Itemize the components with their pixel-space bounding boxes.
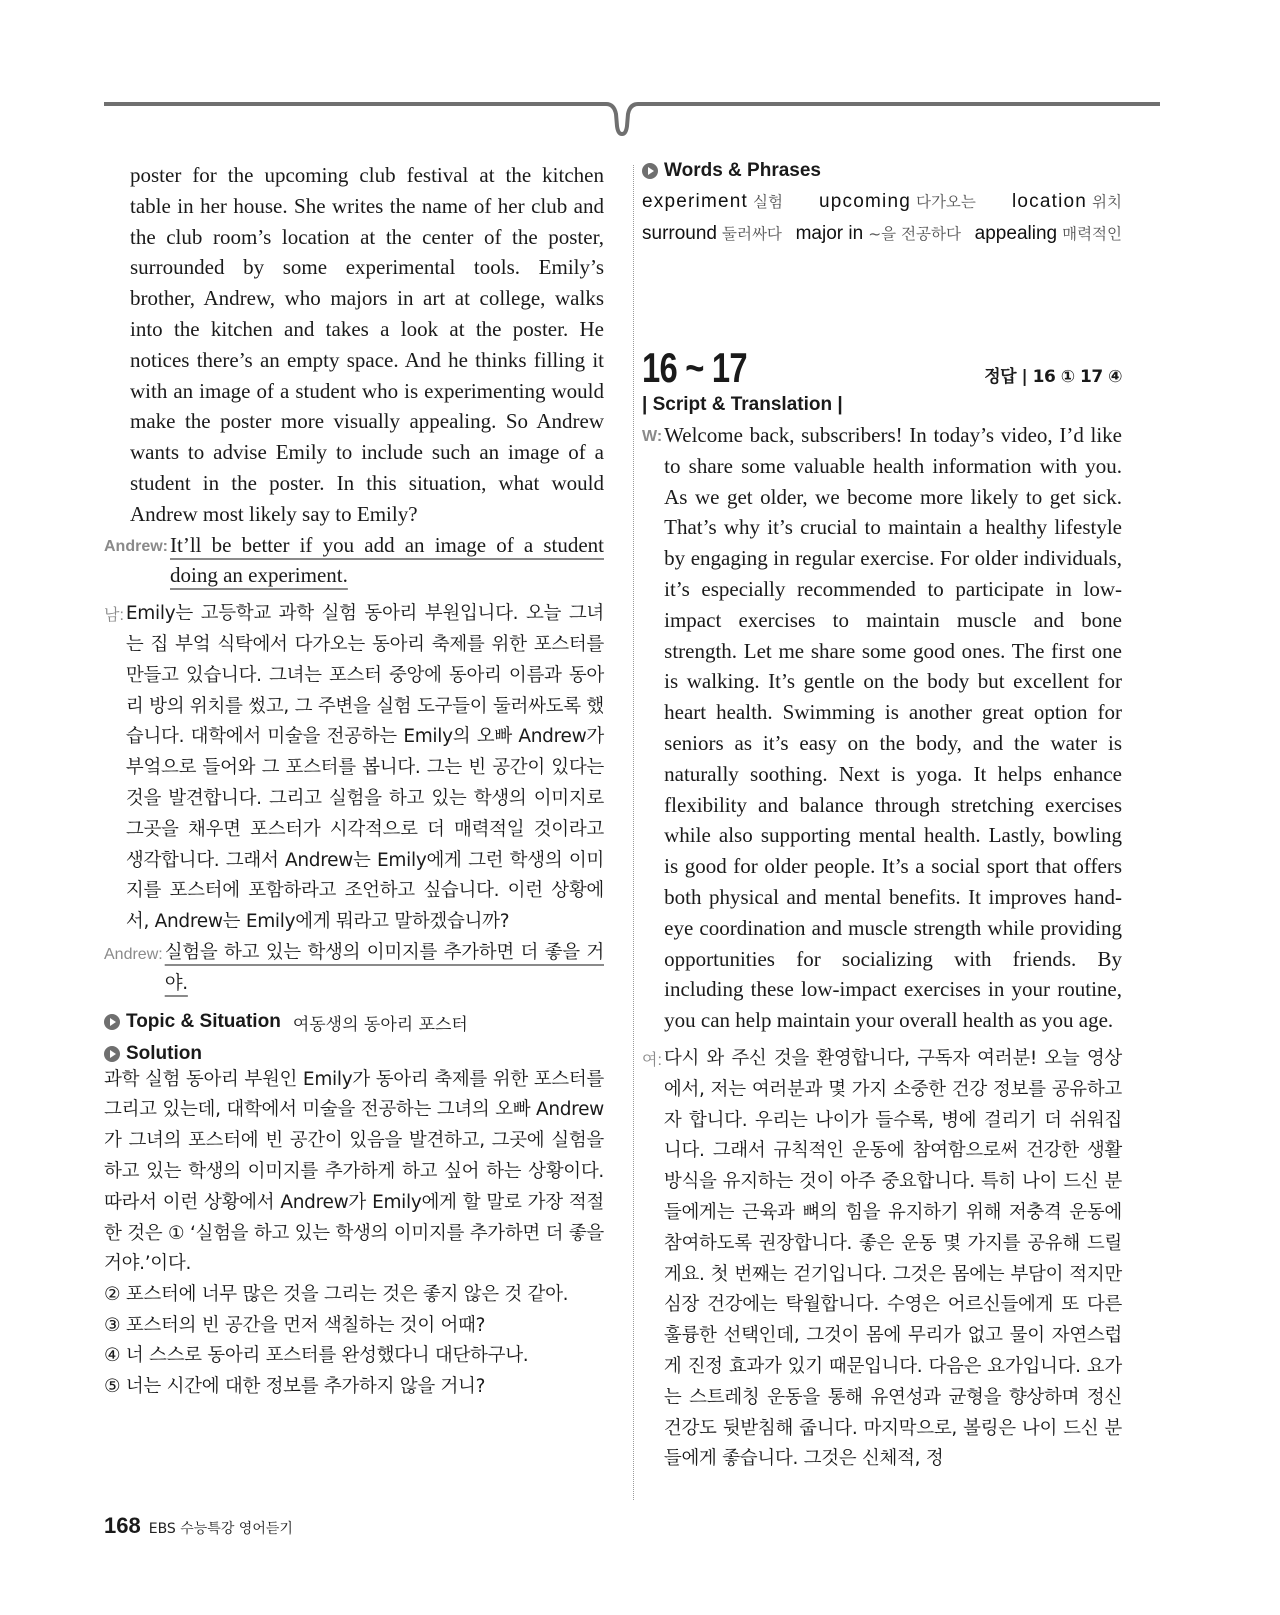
translation-korean [104,599,604,938]
play-bullet-icon [642,163,658,179]
page-footer [104,1513,293,1539]
play-bullet-icon [104,1046,120,1062]
vocab-item: appealing 매력적인 [974,223,1122,244]
answer-text: It’ll be better if you add an image of a student doing an experiment. [170,532,604,588]
script-english-text: Welcome back, subscribers! In today’s video, I’d like to share some valuable health information with you. As we get older, we become more likely to get sick. That’s why it’s crucial to maintain a healthy lifestyle by engaging in regular exercise. For older individuals, it’s especially recommended to participate in low-impact exercises to maintain muscle and bone strength. Let me share some good ones. The first one is walking. It’s gentle on the body but excellent for heart health. Swimming is another great option for seniors as it’s easy on the body, and the water is naturally soothing. Next is yoga. It helps enhance flexibility and balance through stretching exercises while also supporting mental health. Lastly, bowling is good for older people. It’s a social sport that offers both physical and mental benefits. It improves hand-eye coordination and muscle strength while providing opportunities for socializing with friends. By including these low-impact exercises in your routine, you can help maintain your overall health as you age. [664,423,1122,1033]
left-column [104,160,604,1402]
words-phrases-label: Words & Phrases [664,160,821,181]
choice-4: ④ 너 스스로 동아리 포스터를 완성했다니 대단하구나. [104,1345,529,1367]
vocab-row-1 [642,186,1122,218]
script-translation-label: | Script & Translation | [642,394,843,415]
column-divider [633,165,634,1500]
topic-label: Topic & Situation [126,1011,281,1033]
solution-heading [104,1043,604,1065]
translation-text: Emily는 고등학교 과학 실험 동아리 부원입니다. 오늘 그녀는 집 부엌 식탁에서 다가오는 동아리 축제를 위한 포스터를 만들고 있습니다. 그녀는 포스터 중앙에 동아리 이름과 동아리 방의 위치를 썼고, 그 주변을 실험 도구들이 둘러싸도록 했습니다. 대학에서 미술을 전공하는 Emily의 오빠 Andrew가 부엌으로 들어와 그 포스터를 봅니다. 그는 빈 공간이 있다는 것을 발견합니다. 그리고 실험을 하고 있는 학생의 이미지로 그곳을 채우면 포스터가 시각적으로 더 매력적일 것이라고 생각합니다. 그래서 Andrew는 Emily에게 그런 학생의 이미지를 포스터에 포함하라고 조언하고 싶습니다. 이런 상황에서, Andrew는 Emily에게 뭐라고 말하겠습니까? [125,603,604,933]
script-korean [642,1044,1122,1475]
top-divider-rule [104,100,1160,140]
play-bullet-icon [104,1014,120,1030]
choice-3: ③ 포스터의 빈 공간을 먼저 색칠하는 것이 어때? [104,1314,486,1336]
speaker-label: W: [642,428,663,445]
story-paragraph: poster for the upcoming club festival at the kitchen table in her house. She writes the name of her club and the club room’s location at the center of the poster, surrounded by some experimental tools. Emily’s brother, Andrew, who majors in art at college, walks into the kitchen and takes a look at the poster. He notices there’s an empty space. And he thinks filling it with an image of a student who is experimenting would make the poster more visually appealing. So Andrew wants to advise Emily to include such an image of a student in the poster. In this situation, what would Andrew most likely say to Emily? [130,163,604,526]
choice-5: ⑤ 너는 시간에 대한 정보를 추가하지 않을 거니? [104,1375,486,1397]
choice-2: ② 포스터에 너무 많은 것을 그리는 것은 좋지 않은 것 같아. [104,1284,569,1306]
solution-text: 과학 실험 동아리 부원인 Emily가 동아리 축제를 위한 포스터를 그리고 있는데, 대학에서 미술을 전공하는 그녀의 오빠 Andrew가 그녀의 포스터에 빈 공간이 있음을 발견하고, 그곳에 실험을 하고 있는 학생의 이미지를 추가하게 하고 싶어 하는 상황이다. 따라서 이런 상황에서 Andrew가 Emily에게 할 말로 가장 적절한 것은 ① ‘실험을 하고 있는 학생의 이미지를 추가하면 더 좋을 거야.’이다. [104,1068,604,1275]
answer-text: 실험을 하고 있는 학생의 이미지를 추가하면 더 좋을 거야. [164,941,604,994]
question-header [642,344,1122,392]
speaker-label: Andrew: [104,537,168,555]
vocab-item: surround 둘러싸다 [642,223,782,244]
script-korean-text: 다시 와 주신 것을 환영합니다, 구독자 여러분! 오늘 영상에서, 저는 여러분과 몇 가지 소중한 건강 정보를 공유하고자 합니다. 우리는 나이가 들수록, 병에 걸리기 더 쉬워집니다. 그래서 규칙적인 운동에 참여함으로써 건강한 생활 방식을 유지하는 것이 아주 중요합니다. 특히 나이 드신 분들에게는 근육과 뼈의 힘을 유지하기 위해 저충격 운동에 참여하도록 권장합니다. 좋은 운동 몇 가지를 공유해 드릴게요. 첫 번째는 걷기입니다. 그것은 몸에는 부담이 적지만 심장 건강에는 탁월합니다. 수영은 어르신들에게 또 다른 훌륭한 선택인데, 그것이 몸에 무리가 없고 물이 자연스럽게 진정 효과가 있기 때문입니다. 다음은 요가입니다. 요가는 스트레칭 운동을 통해 유연성과 균형을 향상하며 정신 건강도 뒷받침해 줍니다. 마지막으로, 볼링은 나이 드신 분들에게 좋습니다. 그것은 신체적, 정 [663,1047,1122,1470]
page-number: 168 [104,1513,141,1538]
solution-label: Solution [126,1042,202,1064]
vocab-item: major in ~을 전공하다 [795,223,961,244]
vocab-item: upcoming 다가오는 [819,191,976,212]
speaker-label: Andrew: [104,945,163,963]
topic-heading [104,1010,604,1035]
answer-english [104,530,604,592]
book-title: EBS 수능특강 영어듣기 [148,1521,293,1537]
speaker-label: 남: [104,607,124,625]
right-column [642,160,1122,1475]
question-number: 16 ~ 17 [642,344,747,391]
script-english [642,420,1122,1036]
topic-value: 여동생의 동아리 포스터 [292,1014,468,1035]
answer-korean [104,938,604,1000]
words-phrases-heading [642,160,1122,182]
vocab-row-2 [642,218,1122,250]
answer-key: 정답 | 16 ① 17 ④ [984,367,1122,387]
vocab-item: location 위치 [1011,191,1122,212]
vocab-item: experiment 실험 [642,191,783,212]
speaker-label: 여: [642,1051,662,1069]
